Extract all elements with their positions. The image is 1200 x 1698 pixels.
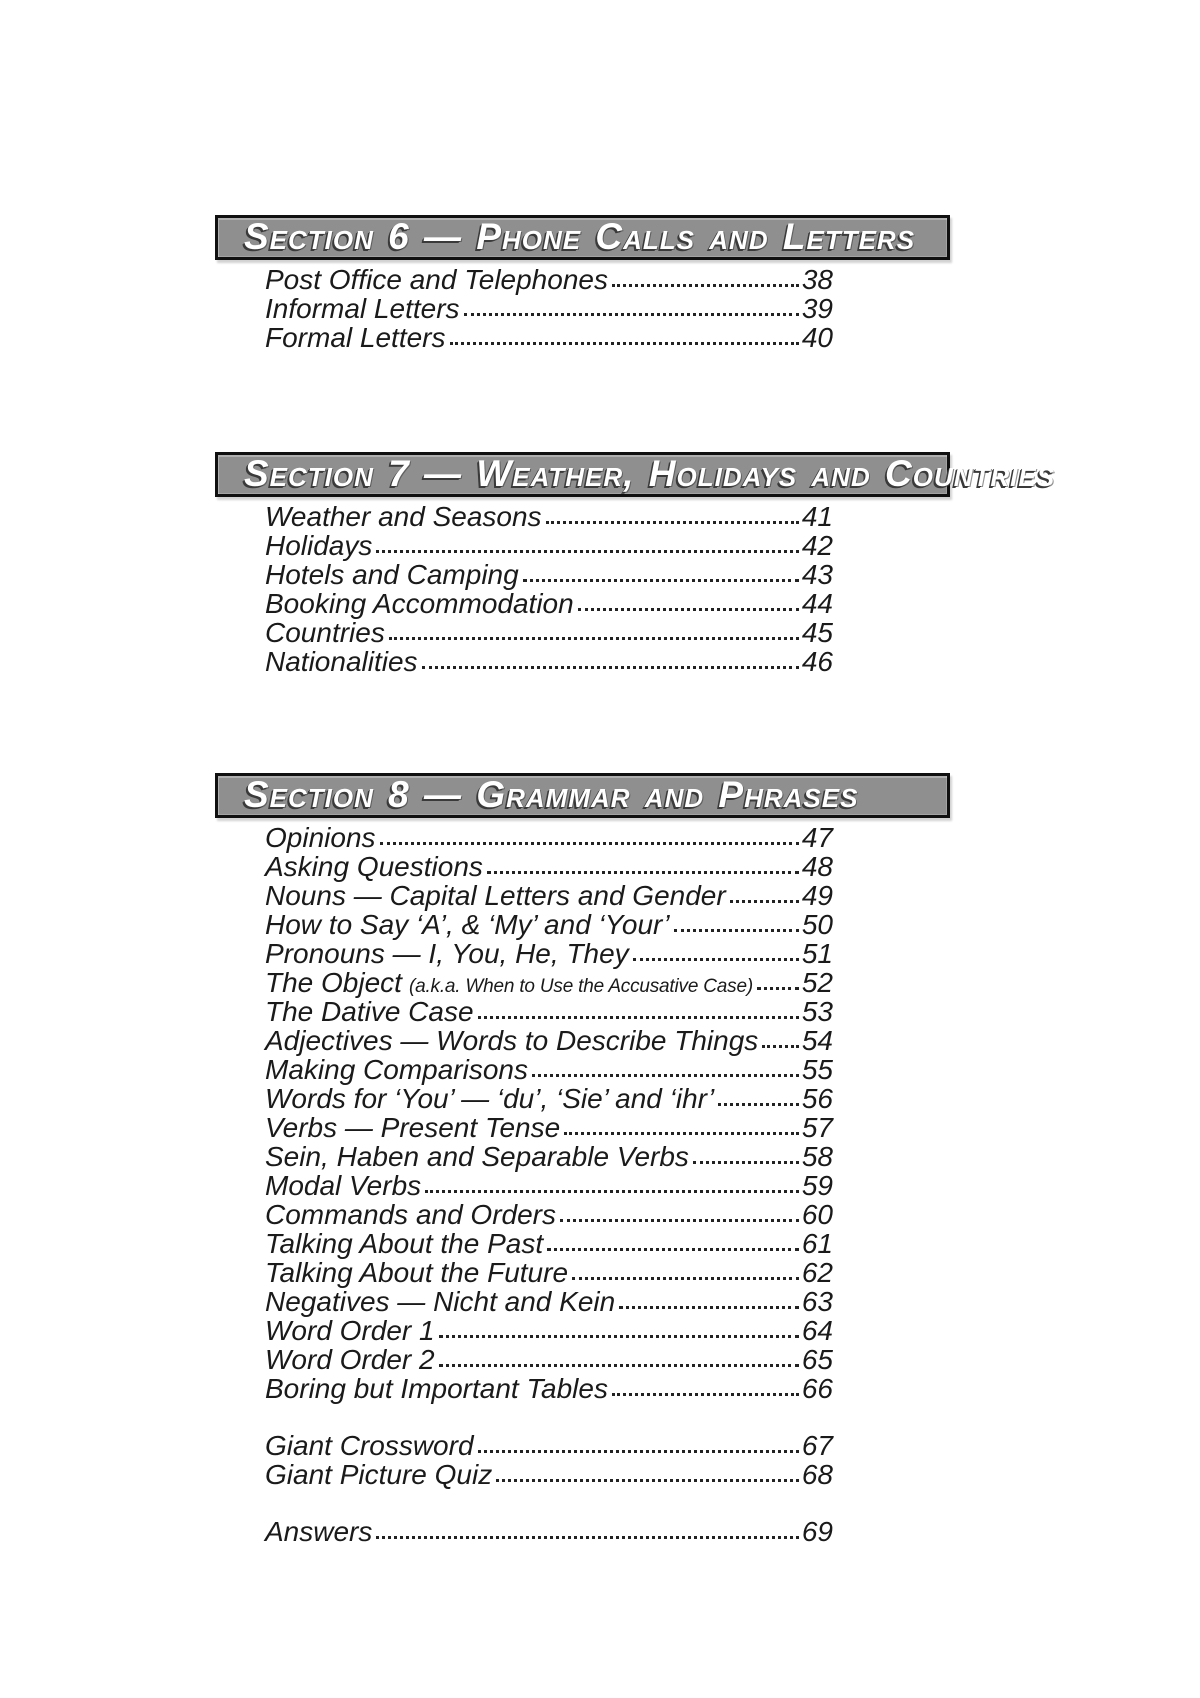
toc-entry-page-number: 54 (801, 1025, 833, 1056)
toc-entry-title: Commands and Orders (265, 1199, 557, 1230)
dot-leader (380, 842, 799, 845)
toc-entry-title: Nouns — Capital Letters and Gender (265, 880, 726, 911)
dot-leader (478, 1450, 799, 1453)
toc-entry-page-number: 53 (801, 996, 833, 1027)
toc-entry-title: The Object (265, 967, 402, 998)
toc-entry (265, 1460, 833, 1489)
toc-entry-page-number: 43 (801, 559, 833, 590)
dot-leader (560, 1219, 799, 1222)
toc-entry (265, 1517, 833, 1546)
toc-entry-title: Formal Letters (265, 322, 446, 353)
dot-leader (612, 284, 799, 287)
toc-entry (265, 294, 833, 323)
toc-entry (265, 823, 833, 852)
toc-entry (265, 1026, 833, 1055)
dot-leader (464, 313, 799, 316)
section-6-header-bar (215, 215, 950, 260)
toc-entry-group (265, 502, 833, 676)
toc-entry (265, 647, 833, 676)
toc-entry-title: Opinions (265, 822, 376, 853)
dot-leader (572, 1277, 799, 1280)
toc-entry-page-number: 48 (801, 851, 833, 882)
toc-entry (265, 939, 833, 968)
toc-entry-page-number: 44 (801, 588, 833, 619)
dot-leader (496, 1479, 799, 1482)
toc-entry-page-number: 61 (801, 1228, 833, 1259)
toc-entry-page-number: 64 (801, 1315, 833, 1346)
toc-entry (265, 265, 833, 294)
toc-entry (265, 1084, 833, 1113)
toc-entry (265, 531, 833, 560)
section-7-entry-list (265, 502, 833, 676)
toc-entry-title: Sein, Haben and Separable Verbs (265, 1141, 689, 1172)
dot-leader (546, 521, 799, 524)
toc-entry-page-number: 60 (801, 1199, 833, 1230)
dot-leader (730, 900, 799, 903)
dot-leader (633, 958, 799, 961)
toc-entry-page-number: 66 (801, 1373, 833, 1404)
toc-entry-page-number: 46 (801, 646, 833, 677)
toc-entry (265, 881, 833, 910)
toc-entry-title: Holidays (265, 530, 373, 561)
toc-entry-page-number: 51 (801, 938, 833, 969)
toc-entry-title: Modal Verbs (265, 1170, 422, 1201)
dot-leader (376, 1536, 798, 1539)
section-6-entry-list (265, 265, 833, 352)
dot-leader (547, 1248, 799, 1251)
toc-entry (265, 1171, 833, 1200)
toc-entry-page-number: 39 (801, 293, 833, 324)
dot-leader (619, 1306, 799, 1309)
toc-entry (265, 502, 833, 531)
toc-entry-title: The Dative Case (265, 996, 474, 1027)
dot-leader (389, 637, 799, 640)
toc-entry (265, 1374, 833, 1403)
toc-entry (265, 323, 833, 352)
toc-entry-page-number: 57 (801, 1112, 833, 1143)
toc-entry (265, 1258, 833, 1287)
toc-entry (265, 852, 833, 881)
toc-entry-page-number: 52 (801, 967, 833, 998)
toc-entry-title: Nationalities (265, 646, 418, 677)
section-6-title: Section 6 — Phone Calls and Letters (244, 216, 916, 257)
toc-entry-title: Boring but Important Tables (265, 1373, 608, 1404)
dot-leader (674, 929, 799, 932)
toc-entry (265, 1142, 833, 1171)
toc-entry-page-number: 47 (801, 822, 833, 853)
toc-entry-page-number: 42 (801, 530, 833, 561)
toc-section-6 (0, 215, 1200, 352)
toc-entry (265, 1345, 833, 1374)
toc-entry-title: How to Say ‘A’, & ‘My’ and ‘Your’ (265, 909, 670, 940)
toc-entry (265, 997, 833, 1026)
toc-entry-group (265, 265, 833, 352)
toc-entry-title: Post Office and Telephones (265, 264, 608, 295)
toc-entry-page-number: 58 (801, 1141, 833, 1172)
toc-section-7 (0, 452, 1200, 676)
toc-entry-group (265, 823, 833, 1403)
toc-entry (265, 1200, 833, 1229)
toc-entry-page-number: 68 (801, 1459, 833, 1490)
toc-entry-page-number: 45 (801, 617, 833, 648)
toc-entry (265, 1431, 833, 1460)
section-8-title: Section 8 — Grammar and Phrases (244, 774, 859, 815)
dot-leader (478, 1016, 799, 1019)
dot-leader (564, 1132, 799, 1135)
dot-leader (422, 666, 799, 669)
toc-entry-title: Verbs — Present Tense (265, 1112, 561, 1143)
toc-entry-title: Talking About the Past (265, 1228, 544, 1259)
toc-entry-group (265, 1517, 833, 1546)
toc-entry-title: Giant Picture Quiz (265, 1459, 493, 1490)
toc-entry (265, 589, 833, 618)
toc-entry (265, 1113, 833, 1142)
toc-entry (265, 1316, 833, 1345)
toc-entry-title: Negatives — Nicht and Kein (265, 1286, 616, 1317)
toc-entry-title: Weather and Seasons (265, 501, 542, 532)
toc-entry-title: Adjectives — Words to Describe Things (265, 1025, 759, 1056)
toc-entry-title: Answers (265, 1516, 373, 1547)
dot-leader (439, 1364, 799, 1367)
toc-entry-page-number: 62 (801, 1257, 833, 1288)
section-7-header-bar (215, 452, 1056, 497)
toc-entry-title: Informal Letters (265, 293, 460, 324)
dot-leader (757, 987, 799, 990)
dot-leader (439, 1335, 799, 1338)
toc-entry-title: Pronouns — I, You, He, They (265, 938, 629, 969)
toc-entry-page-number: 67 (801, 1430, 833, 1461)
toc-entry-page-number: 50 (801, 909, 833, 940)
dot-leader (532, 1074, 799, 1077)
toc-entry-group (265, 1431, 833, 1489)
toc-entry-page-number: 41 (801, 501, 833, 532)
toc-entry-page-number: 65 (801, 1344, 833, 1375)
toc-entry-title: Hotels and Camping (265, 559, 519, 590)
toc-entry-title: Talking About the Future (265, 1257, 569, 1288)
toc-entry-note: (a.k.a. When to Use the Accusative Case) (408, 976, 753, 997)
dot-leader (578, 608, 799, 611)
toc-entry (265, 968, 833, 997)
dot-leader (523, 579, 799, 582)
section-7-title: Section 7 — Weather, Holidays and Countries (244, 453, 1056, 494)
toc-entry (265, 1055, 833, 1084)
toc-entry (265, 1229, 833, 1258)
toc-entry-title: Word Order 2 (265, 1344, 435, 1375)
toc-entry-page-number: 56 (801, 1083, 833, 1114)
dot-leader (762, 1045, 799, 1048)
toc-entry (265, 910, 833, 939)
dot-leader (612, 1393, 799, 1396)
toc-entry-title: Word Order 1 (265, 1315, 435, 1346)
dot-leader (450, 342, 799, 345)
toc-entry-title: Making Comparisons (265, 1054, 528, 1085)
toc-entry-page-number: 49 (801, 880, 833, 911)
toc-entry-page-number: 40 (801, 322, 833, 353)
toc-entry-title: Words for ‘You’ — ‘du’, ‘Sie’ and ‘ihr’ (265, 1083, 715, 1114)
toc-entry-title: Countries (265, 617, 385, 648)
toc-entry (265, 618, 833, 647)
toc-entry-title: Asking Questions (265, 851, 483, 882)
toc-entry-page-number: 38 (801, 264, 833, 295)
toc-entry (265, 1287, 833, 1316)
toc-entry-page-number: 63 (801, 1286, 833, 1317)
dot-leader (425, 1190, 799, 1193)
toc-entry-title: Giant Crossword (265, 1430, 474, 1461)
toc-section-8 (0, 773, 1200, 1546)
dot-leader (718, 1103, 799, 1106)
section-8-entry-list (265, 823, 833, 1546)
toc-entry-page-number: 59 (801, 1170, 833, 1201)
dot-leader (376, 550, 798, 553)
toc-entry (265, 560, 833, 589)
toc-entry-page-number: 69 (801, 1516, 833, 1547)
dot-leader (693, 1161, 799, 1164)
section-8-header-bar (215, 773, 950, 818)
dot-leader (487, 871, 799, 874)
toc-entry-title: Booking Accommodation (265, 588, 574, 619)
toc-entry-page-number: 55 (801, 1054, 833, 1085)
